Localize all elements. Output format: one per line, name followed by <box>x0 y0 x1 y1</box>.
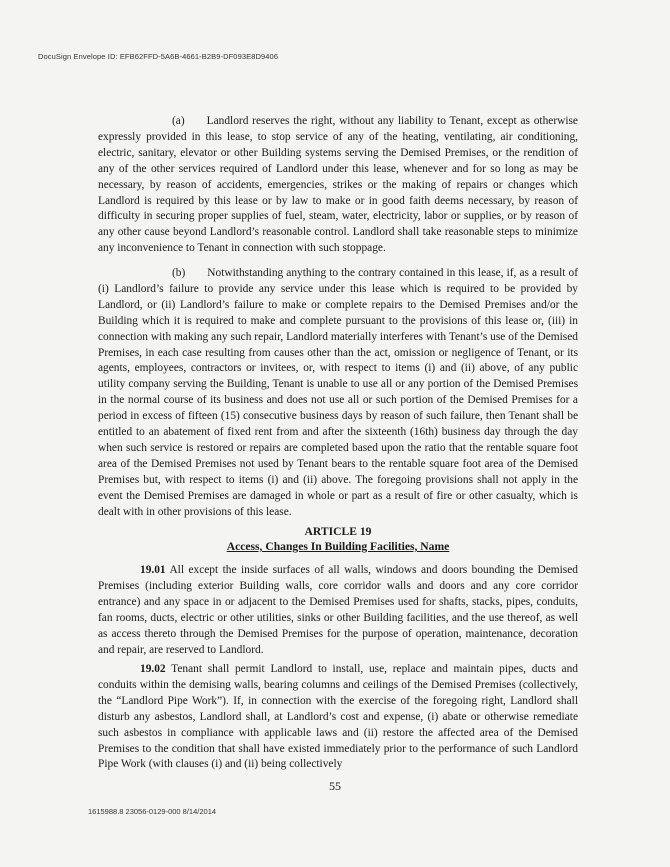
section-19-02 <box>98 662 578 773</box>
paragraph-a <box>98 114 578 257</box>
section-19-02-text: Tenant shall permit Landlord to install, use, replace and maintain pipes, ducts and conduits within the demising walls, bearing columns and ceilings of the Demised Premises (collectively, the “Landlord Pipe Work”). If, in connection with the exercise of the foregoing right, Landlord shall disturb any asbestos, Landlord shall, at Landlord’s cost and expense, (i) abate or otherwise remediate such asbestos in compliance with applicable laws and (ii) restore the affected area of the Demised Premises to the condition that shall have existed immediately prior to the performance of such Landlord Pipe Work (with clauses (i) and (ii) being collectively <box>98 663 578 771</box>
article-number: ARTICLE 19 <box>304 525 372 538</box>
paragraph-b <box>98 266 578 521</box>
paragraph-a-label: (a) <box>172 115 185 127</box>
paragraph-a-text: Landlord reserves the right, without any liability to Tenant, except as otherwise expressly provided in this lease, to stop service of any of the heating, ventilating, air conditioning, electric, sanitary, elevator or other Building systems serving the Demised Premises, or the rendition of any of the other services required of Landlord under this lease, whenever and for so long as may be necessary, by reason of accidents, emergencies, strikes or the making of repairs or changes which Landlord is required by this lease or by law to make or in good faith deems necessary, by reason of difficulty in securing proper supplies of fuel, steam, water, electricity, labor or supplies, or by reason of any other cause beyond Landlord’s reasonable control. Landlord shall take reasonable steps to minimize any inconvenience to Tenant in connection with such stoppage. <box>98 115 578 255</box>
section-19-02-number: 19.02 <box>140 663 166 675</box>
page-number: 55 <box>329 779 341 793</box>
paragraph-b-label: (b) <box>172 267 186 279</box>
document-id-footer: 1615988.8 23056-0129-000 8/14/2014 <box>88 807 217 816</box>
article-title: Access, Changes In Building Facilities, Name <box>226 540 450 553</box>
section-19-01-text: All except the inside surfaces of all walls, windows and doors bounding the Demised Premises (including exterior Building walls, core corridor walls and doors and any core corridor entrance) and any space in or adjacent to the Demised Premises used for shafts, stacks, pipes, conduits, fan rooms, ducts, electric or other utilities, sinks or other Building facilities, and the use thereof, as well as access thereto through the Demised Premises for the purpose of operation, maintenance, decoration and repair, are reserved to Landlord. <box>98 564 578 656</box>
paragraph-b-text: Notwithstanding anything to the contrary contained in this lease, if, as a result of (i) Landlord’s failure to provide any service under this lease which is required to be provided by Landlord, or (ii) Landlord’s failure to make or complete repairs to the Demised Premises and/or the Building which it is required to make and complete pursuant to the provisions of this lease or, (iii) in connection with making any such repair, Landlord materially interferes with Tenant’s use of the Demised Premises, in each case resulting from causes other than the act, omission or negligence of Tenant, or its agents, employees, contractors or invitees, or, with respect to items (i) and (ii) above, of any public utility company serving the Building, Tenant is unable to use all or any portion of the Demised Premises in the normal course of its business and does not use all or such portion of the Demised Premises for a period in excess of fifteen (15) consecutive business days by reason of such failure, then Tenant shall be entitled to an abatement of fixed rent from and after the sixteenth (16th) business day through the day when such service is restored or repairs are completed based upon the ratio that the rentable square foot area of the Demised Premises not used by Tenant bears to the rentable square foot area of the Demised Premises but, with respect to items (i) and (ii) above. The foregoing provisions shall not apply in the event the Demised Premises are damaged in whole or part as a result of fire or other casualty, which is dealt with in other provisions of this lease. <box>98 267 578 518</box>
docusign-envelope-id: DocuSign Envelope ID: EFB62FFD-5A6B-4661-B2B9-DF093E8D9406 <box>38 52 279 61</box>
section-19-01-number: 19.01 <box>140 564 166 576</box>
section-19-01 <box>98 563 578 658</box>
